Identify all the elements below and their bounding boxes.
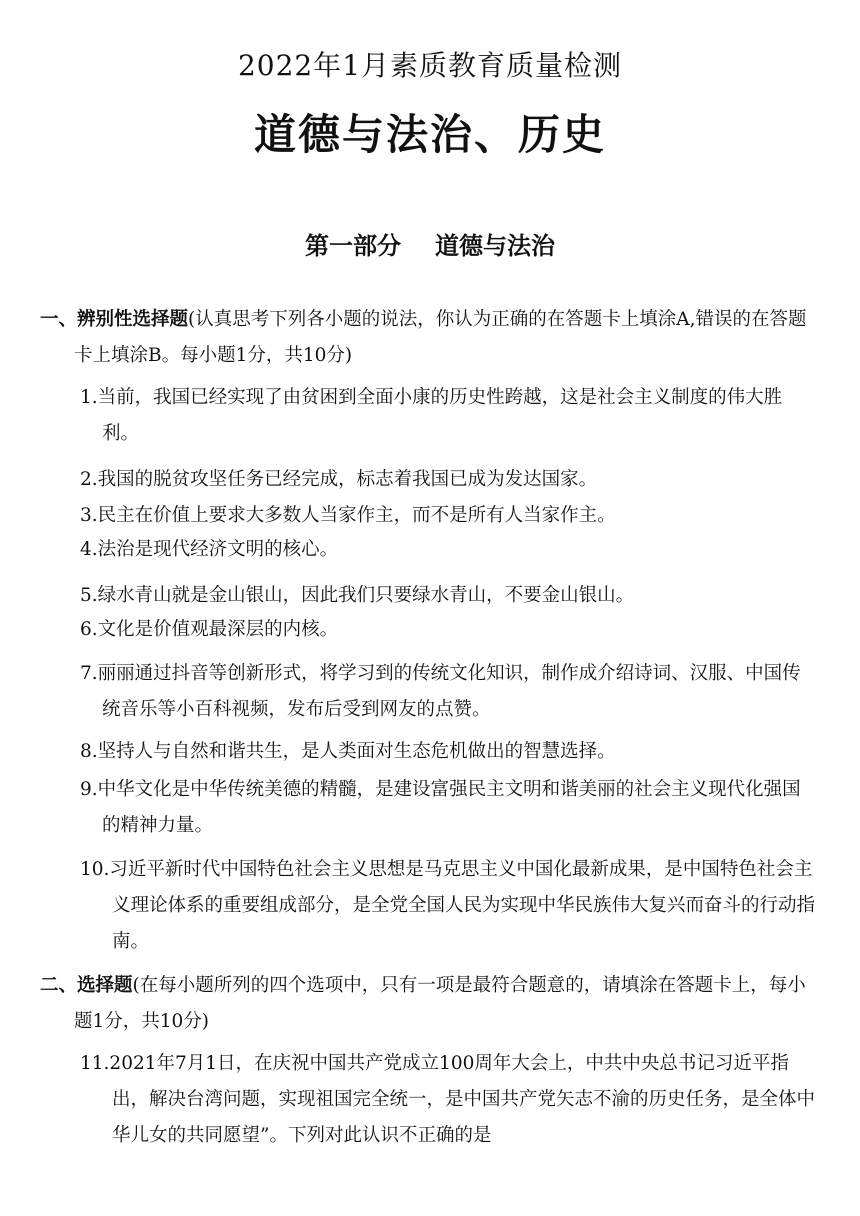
- question-text: 文化是价值观最深层的内核。: [97, 619, 339, 640]
- question-7: [80, 656, 818, 728]
- question-number: 1.: [80, 387, 98, 408]
- question-text: 法治是现代经济文明的核心。: [97, 539, 339, 560]
- section-1-number: 一、: [40, 309, 78, 330]
- question-9: [80, 772, 818, 844]
- question-8: [80, 734, 818, 770]
- part-name: 道德与法治: [435, 232, 555, 260]
- question-text: 当前，我国已经实现了由贫困到全面小康的历史性跨越，这是社会主义制度的伟大胜利。: [97, 387, 783, 444]
- question-10: [80, 852, 818, 960]
- question-number: 8.: [80, 741, 98, 762]
- question-number: 3.: [80, 505, 98, 526]
- section-2-number: 二、: [40, 975, 78, 996]
- part-title: [0, 228, 860, 264]
- question-text: 民主在价值上要求大多数人当家作主，而不是所有人当家作主。: [97, 505, 616, 526]
- question-text: 坚持人与自然和谐共生，是人类面对生态危机做出的智慧选择。: [97, 741, 616, 762]
- subject-title: 道德与法治、历史: [253, 110, 606, 159]
- question-6: [80, 612, 818, 648]
- section-2-header: [40, 968, 818, 1040]
- question-text: 绿水青山就是金山银山，因此我们只要绿水青山，不要金山银山。: [97, 585, 635, 606]
- question-11: [80, 1046, 818, 1154]
- question-4: [80, 532, 818, 568]
- question-number: 9.: [80, 779, 98, 800]
- question-number: 10.: [80, 859, 110, 880]
- question-text: 我国的脱贫攻坚任务已经完成，标志着我国已成为发达国家。: [97, 469, 598, 490]
- part-label: 第一部分: [305, 232, 401, 260]
- section-1-title: 辨别性选择题: [77, 309, 189, 330]
- question-5: [80, 578, 818, 614]
- question-number: 5.: [80, 585, 98, 606]
- question-text: 2021年7月1日，在庆祝中国共产党成立100周年大会上，中共中央总书记习近平指出，解决台湾问题，实现祖国完全统一，是中国共产党矢志不渝的历史任务，是全体中华儿女的共同愿望”。下列对此认识不正确的是: [109, 1053, 816, 1146]
- section-2-instruction: (在每小题所列的四个选项中，只有一项是最符合题意的，请填涂在答题卡上，每小题1分，共10分): [74, 975, 806, 1032]
- question-number: 7.: [80, 663, 98, 684]
- question-text: 中华文化是中华传统美德的精髓，是建设富强民主文明和谐美丽的社会主义现代化强国的精神力量。: [97, 779, 801, 836]
- question-3: [80, 498, 818, 534]
- section-1-instruction: (认真思考下列各小题的说法，你认为正确的在答题卡上填涂A,错误的在答题卡上填涂B。每小题1分，共10分): [74, 309, 807, 366]
- question-1: [80, 380, 818, 452]
- question-text: 丽丽通过抖音等创新形式，将学习到的传统文化知识，制作成介绍诗词、汉服、中国传统音乐等小百科视频，发布后受到网友的点赞。: [97, 663, 801, 720]
- question-text: 习近平新时代中国特色社会主义思想是马克思主义中国化最新成果，是中国特色社会主义理论体系的重要组成部分，是全党全国人民为实现中华民族伟大复兴而奋斗的行动指南。: [109, 859, 816, 952]
- question-2: [80, 462, 818, 498]
- question-number: 11.: [80, 1053, 110, 1074]
- question-number: 6.: [80, 619, 98, 640]
- question-number: 2.: [80, 469, 98, 490]
- question-number: 4.: [80, 539, 98, 560]
- exam-header: 2022年1月素质教育质量检测: [237, 49, 623, 82]
- section-2-title: 选择题: [77, 975, 133, 996]
- section-1-header: [40, 302, 818, 374]
